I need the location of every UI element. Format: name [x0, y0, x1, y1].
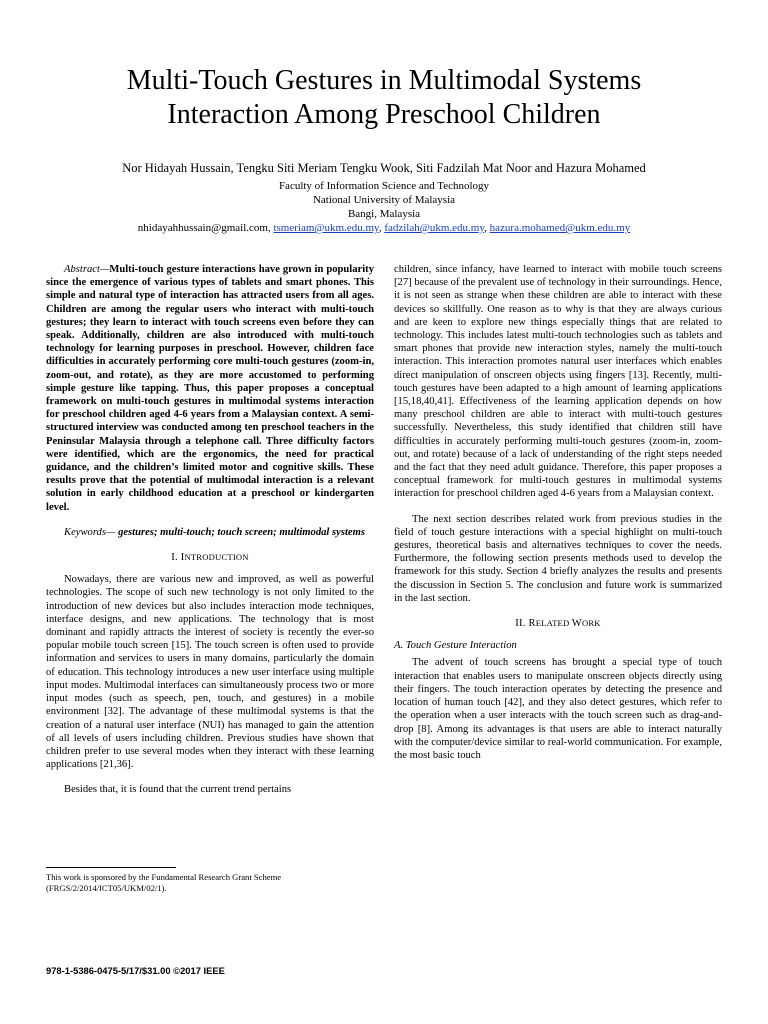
footnote-line-2: (FRGS/2/2014/ICT05/UKM/02/1). [46, 883, 167, 893]
intro-paragraph-outline: The next section describes related work from previous studies in the field of touch gesture interactions with a special highlight on multi-touch gestures, theoretical basis and alternatives techniques to cover the needs. Furthermore, the following section presents methods used to develop the framework for this study. Section 4 briefly analyzes the results and presents the discussion in Section 5. The conclusion and future work is summarized in the last section. [394, 513, 722, 604]
author-list: Nor Hidayah Hussain, Tengku Siti Meriam Tengku Wook, Siti Fadzilah Mat Noor and Hazura Mohamed [122, 161, 646, 175]
email-list [40, 221, 728, 235]
email-separator: , [378, 222, 385, 234]
email-link-hazura[interactable]: hazura.mohamed@ukm.edu.my [489, 222, 631, 234]
abstract-text: Multi-touch gesture interactions have grown in popularity since the emergence of various types of tablets and smart phones. This simple and natural type of interaction has attracted users from all ages. Children are among the regular users who interact with multi-touch gestures; they learn to interact with touch screens even before they can speak. Additionally, children are also introduced with multi-touch technology for learning purposes in preschool. However, children face difficulties in accurately performing core multi-touch gestures (zoom-in, zoom-out, and rotate), as they are more accustomed to performing simple gesture like tapping. Thus, this paper proposes a conceptual framework on multi-touch gestures in multimodal systems interaction for preschool children aged 4-6 years from a Malaysian context. A semi-structured interview was conducted among ten preschool teachers in the Peninsular Malaysia through a telephone call. Three difficulty factors were identified, which are the ergonomics, the need for practical guidance, and the children’s limited motor and cognitive skills. These results prove that the potential of multimodal interaction is a relevant solution in early childhood education at a preschool or kindergarten level. [46, 264, 374, 513]
section-heading-related-work: II. RELATED WORK [515, 618, 601, 630]
title-line-2: Interaction Among Preschool Children [167, 99, 601, 130]
isbn-copyright: 978-1-5386-0475-5/17/$31.00 ©2017 IEEE [46, 965, 225, 976]
intro-paragraph-2: Besides that, it is found that the current trend pertains [64, 784, 292, 796]
intro-paragraph-continued: children, since infancy, have learned to interact with mobile touch screens [27] because of the prevalent use of technology in their surroundings. Hence, it is not seen as strange when these children are able to interact with these devices so skillfully. One reason as to why is that they are always curious and are keen to explore new things especially things that are related to technology. This includes latest multi-touch technologies such as tablets and smart phones that provide new interaction styles, namely the multi-touch interaction. This interaction promotes natural user interfaces which enables direct manipulation of onscreen objects using fingers [13]. Recently, multi-touch gestures have been adapted to a high amount of learning applications [15,18,40,41]. Effectiveness of the learning application depends on how many preschool children are able to interact with multi-touch gestures successfully. Nevertheless, this study identified that children still have difficulties in accurately performing multi-touch gestures (zoom-in, zoom-out, and rotate) because of a lack of understanding of the right steps needed and the fact that they need adult guidance. Therefore, this paper proposes a conceptual framework for multi-touch gestures in multimodal systems interaction for preschool children aged 4-6 years from a Malaysian context. [394, 264, 722, 500]
right-column [394, 263, 722, 762]
title-line-1: Multi-Touch Gestures in Multimodal Systems [126, 65, 642, 96]
abstract-label: Abstract— [64, 264, 110, 275]
affiliation-faculty: Faculty of Information Science and Technology [278, 180, 490, 192]
email-link-tsmeriam[interactable]: tsmeriam@ukm.edu.my [273, 222, 379, 234]
subsection-heading-touch-gesture: A. Touch Gesture Interaction [394, 640, 517, 652]
abstract [46, 263, 374, 514]
keywords [46, 526, 374, 539]
section-heading-introduction: I. INTRODUCTION [171, 552, 249, 564]
footnote-line-1: This work is sponsored by the Fundamental Research Grant Scheme [46, 872, 282, 882]
affiliation-location: Bangi, Malaysia [347, 208, 421, 220]
affiliation-university: National University of Malaysia [312, 194, 456, 206]
footnote [46, 872, 376, 894]
keywords-label: Keywords— [64, 526, 119, 538]
email-separator: , [484, 222, 490, 234]
footnote-divider [46, 867, 176, 868]
paper-title [40, 64, 728, 132]
email-plain: nhidayahhussain@gmail.com, [137, 222, 274, 234]
affiliation [40, 179, 728, 221]
keywords-text: gestures; multi-touch; touch screen; multimodal systems [118, 526, 365, 538]
related-work-paragraph-1: The advent of touch screens has brought a special type of touch interaction that enables users to manipulate onscreen objects directly using their fingers. The touch interaction operates by detecting the presence and location of human touch [42], and they also detect gestures, which refer to the operation when a user interacts with the touch screen such as drag-and-drop [8]. Among its advantages is that users are able to interact naturally with the computer/device similar to real-world communication. For example, the most basic touch [394, 657, 722, 761]
left-column [46, 263, 374, 797]
email-link-fadzilah[interactable]: fadzilah@ukm.edu.my [384, 222, 485, 234]
intro-paragraph-1: Nowadays, there are various new and improved, as well as powerful technologies. The scope of such new technology is not only limited to the introduction of new devices but also includes interaction mode techniques, interface designs, and new applications. The technology that is most dominant and rapidly attracts the interest of society is recently the ever-so popular mobile touch screen [15]. The touch screen is often used to provide information and services to users in many domains, particularly the domain of education. This technology introduces a new user interface using multiple input modes. Multimodal interfaces can simultaneously process two or more input modes (such as speech, pen, touch, and gestures) in a mobile environment [32]. The advantage of these multimodal systems is that the creation of a natural user interface (NUI) has managed to gain the attention of all levels of users including children. Previous studies have shown that children prefer to use several modes when they interact with these learning applications [21,36]. [46, 574, 374, 771]
